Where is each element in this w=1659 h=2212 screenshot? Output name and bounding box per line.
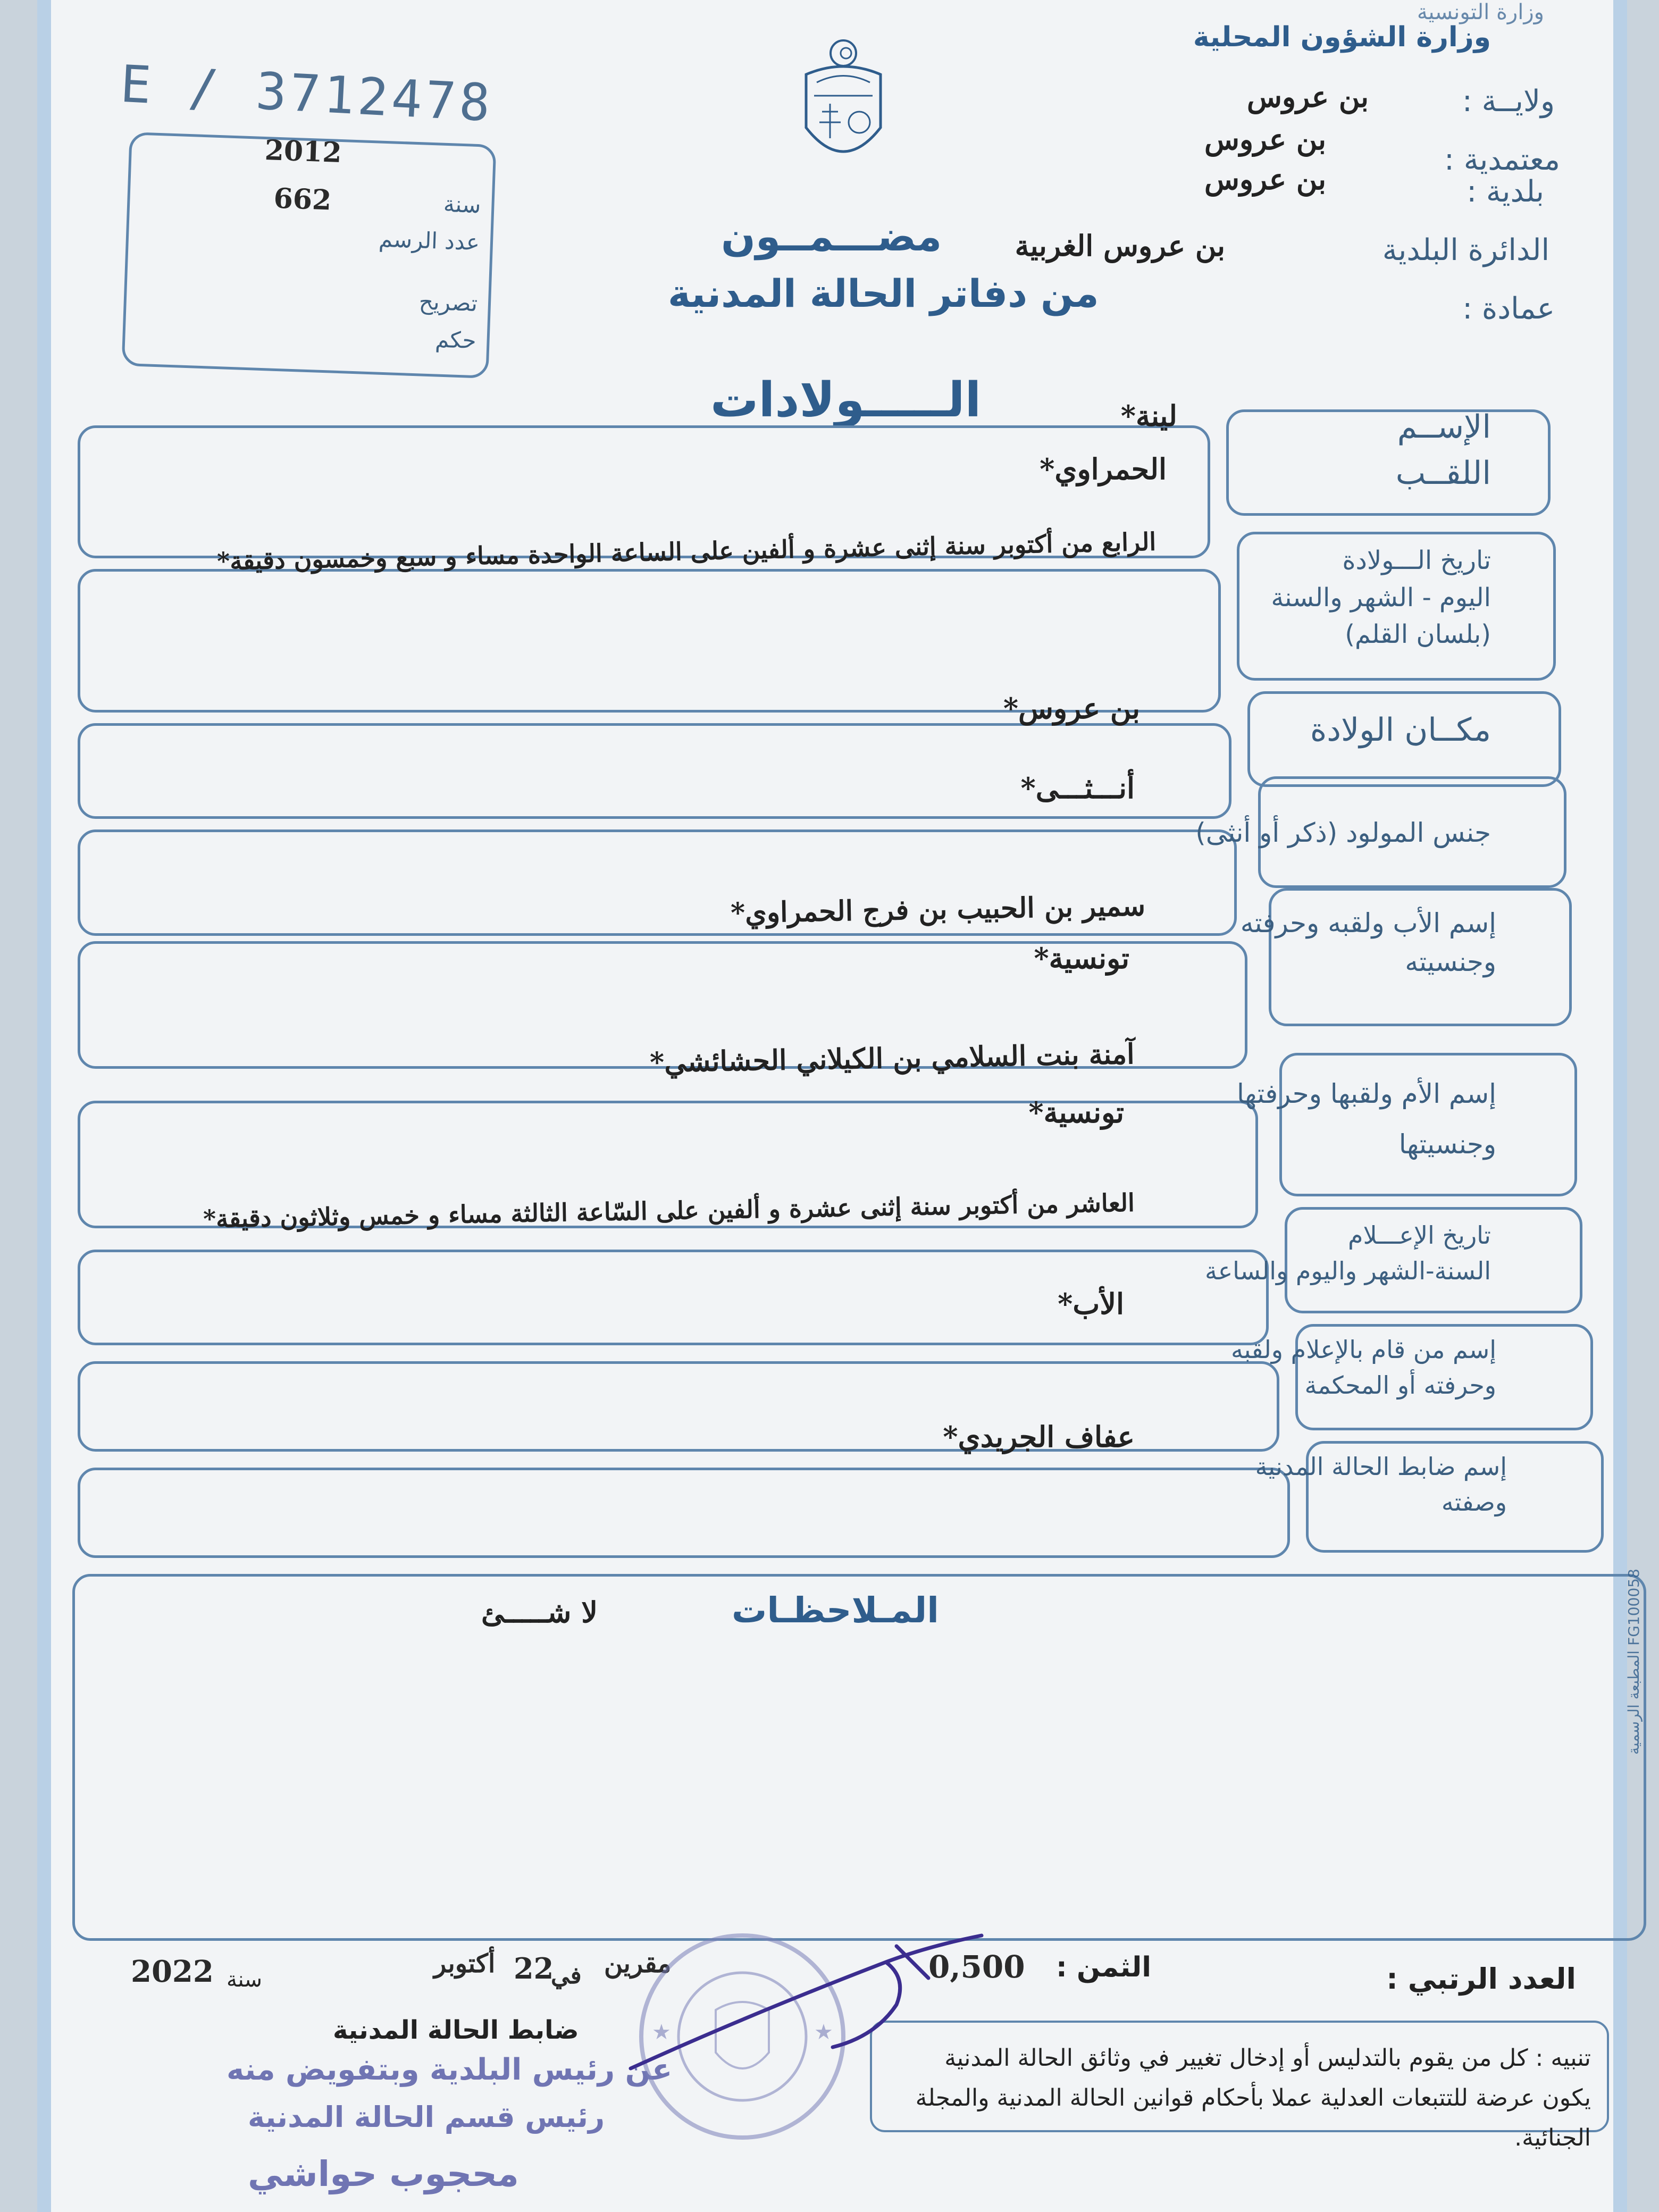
year-label: سنة [443, 190, 482, 219]
tunisia-coat-of-arms-icon [793, 37, 894, 181]
stamp-line-2: رئيس قسم الحالة المدنية [248, 2100, 605, 2134]
svg-text:★: ★ [652, 2020, 671, 2045]
father-nationality-value: تونسية* [1034, 941, 1129, 975]
declarant-label: إسم من قام بالإعلام ولقبه وحرفته أو المحكمة [1230, 1335, 1496, 1400]
declaration-label: تصريح [418, 288, 478, 317]
district-label: الدائرة البلدية [1382, 233, 1549, 267]
remarks-value: لا شـــــئ [481, 1595, 598, 1629]
svg-text:★: ★ [814, 2020, 833, 2045]
title-line2: من دفاتر الحالة المدنية [668, 271, 1099, 316]
birth-place-label: مكــان الولادة [1310, 711, 1491, 749]
year-label-footer: سنة [227, 1967, 263, 1992]
price-label: الثمن : [1056, 1951, 1152, 1983]
father-name-value: سمير بن الحبيب بن فرج الحمراوي* [730, 890, 1146, 929]
delegation-label: معتمدية : [1444, 143, 1560, 177]
section-title-births: الـــــولادات [710, 372, 982, 428]
father-label: إسم الأب ولقبه وحرفته وجنسيته [1240, 908, 1496, 977]
mother-name-value: آمنة بنت السلامي بن الكيلاني الحشائشي* [649, 1038, 1135, 1079]
delegation-value: بن عروس [1204, 122, 1326, 156]
declaration-date-value: العاشر من أكتوبر سنة إثنى عشرة و ألفين على السّاعة الثالثة مساء و خمس وثلاثون دقيقة* [203, 1188, 1135, 1234]
birth-date-label: تاريخ الـــولادة اليوم - الشهر والسنة (بلسان القلم) [1271, 546, 1491, 650]
ministry-top: وزارة التونسية [1417, 0, 1544, 24]
title-line1: مضـــمــون [721, 213, 942, 260]
stamp-line-1: عن رئيس البلدية وبتفويض منه [227, 2052, 673, 2087]
reference-box [122, 132, 497, 379]
record-number-value: 662 [273, 182, 332, 217]
document-serial-number: E / 3712478 [119, 54, 495, 133]
year-value: 2012 [264, 133, 342, 170]
municipality-value: بن عروس [1204, 162, 1326, 196]
sex-value: أنـــثـــى* [1020, 771, 1135, 805]
warning-text: تنبيه : كل من يقوم بالتدليس أو إدخال تغيير في وثائق الحالة المدنية يكون عرضة للتتبعات العدلية عملا بأحكام قوانين الحالة المدنية والمجلة الجنائية. [915, 2045, 1591, 2151]
district-value: بن عروس الغربية [1015, 229, 1225, 263]
officer-title: ضابط الحالة المدنية [333, 2015, 579, 2045]
name-surname-label: الإســم اللقــب [1395, 408, 1491, 492]
date-prefix: في [551, 1962, 582, 1989]
ministry-name: وزارة الشؤون المحلية [1193, 21, 1491, 53]
state-value: بن عروس [1247, 80, 1369, 114]
record-label-box [1226, 409, 1551, 516]
record-value-box [78, 1468, 1290, 1558]
issue-month: أكتوبر [434, 1949, 496, 1979]
printer-mark: المطبعة الرسمية FG100058 [1625, 1569, 1643, 1755]
surname-value: الحمراوي* [1040, 452, 1167, 486]
remarks-label: المـلاحظـات [732, 1590, 939, 1631]
birth-place-value: بن عروس* [1003, 691, 1140, 725]
officer-label: إسم ضابط الحالة المدنية وصفته [1255, 1452, 1507, 1516]
sector-label: عمادة : [1462, 291, 1555, 326]
declarant-value: الأب* [1058, 1287, 1124, 1321]
municipality-label: بلدية : [1467, 174, 1544, 209]
mother-label: إسم الأم ولقبها وحرفتها وجنسيتها [1236, 1078, 1496, 1160]
certificate-sheet [37, 0, 1643, 2212]
serial-label: العدد الرتبي : [1386, 1962, 1576, 1996]
state-label: ولايــة : [1462, 84, 1555, 119]
price-value: 0,500 [928, 1949, 1025, 1985]
record-number-label: عدد الرسم [378, 225, 480, 256]
mother-nationality-value: تونسية* [1028, 1095, 1124, 1129]
declaration-date-label: تاريخ الإعـــلام السنة-الشهر واليوم والساعة [1205, 1221, 1491, 1285]
issue-place: مقرين [604, 1949, 672, 1979]
issue-day: 22 [514, 1951, 554, 1985]
first-name-value: لينة* [1120, 399, 1177, 433]
judgment-label: حكم [434, 326, 477, 354]
stamp-line-3: محجوب حواشي [248, 2154, 519, 2194]
birth-date-value: الرابع من أكتوبر سنة إثنى عشرة و ألفين على الساعة الواحدة مساء و سبع وخمسون دقيقة* [216, 527, 1157, 576]
officer-value: عفاف الجريدي* [943, 1420, 1135, 1454]
issue-year: 2022 [131, 1954, 214, 1989]
handwritten-signature [609, 1914, 1013, 2108]
sex-label: جنس المولود (ذكر أو أنثى) [1195, 817, 1491, 848]
